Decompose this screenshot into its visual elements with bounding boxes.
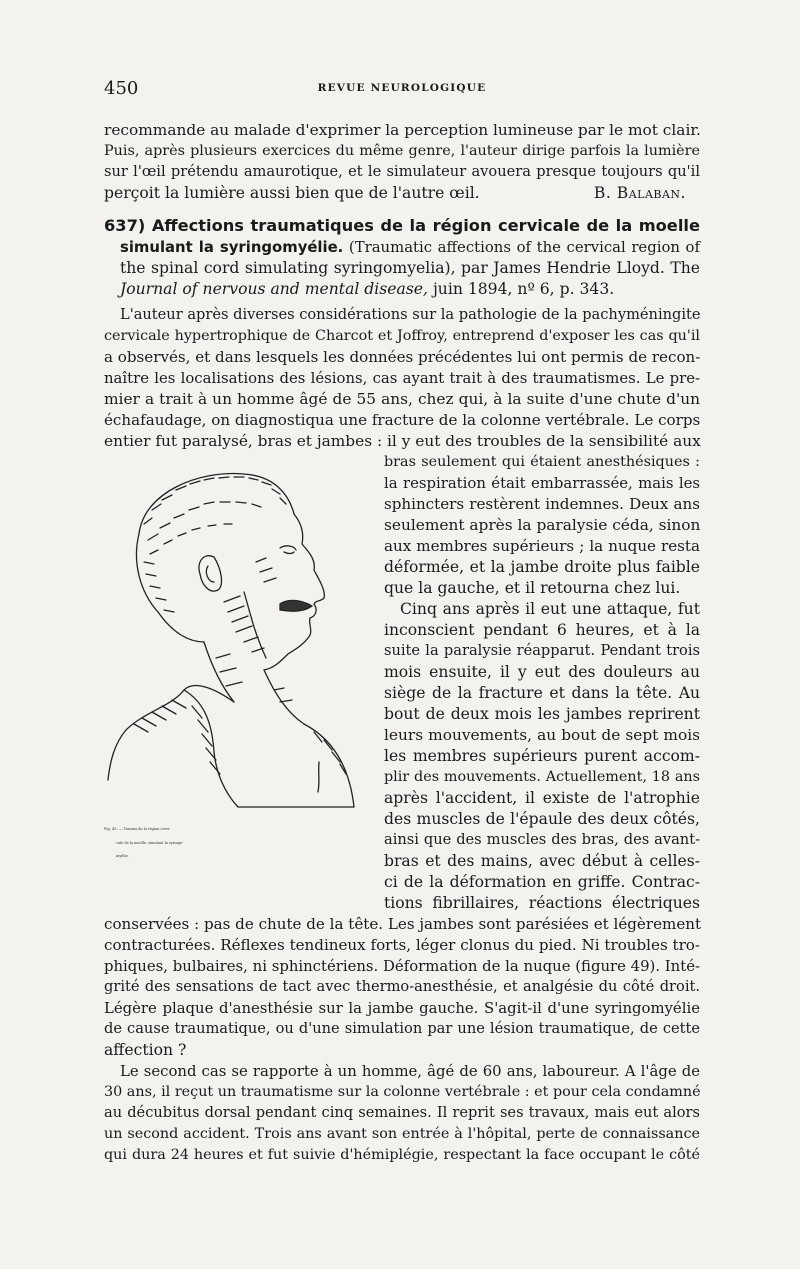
text-line-content: naître les localisations des lésions, cas ayant trait à des traumatismes. Le pre- [104, 369, 700, 387]
text-line-content: siège de la fracture et dans la tête. Au [384, 684, 700, 702]
text-line-content: de cause traumatique, ou d'une simulation par une lésion traumatique, de cette [104, 1020, 700, 1037]
text-line [384, 662, 700, 682]
figure-caption [104, 823, 369, 864]
citation-text: the spinal cord simulating syringomyelia), par James Hendrie Lloyd. The [120, 259, 700, 277]
text-line-content: Le second cas se rapporte à un homme, âgé de 60 ans, laboureur. A l'âge de [120, 1062, 700, 1080]
text-line [104, 431, 700, 451]
text-line [384, 725, 700, 745]
text-line [104, 1082, 700, 1102]
text-line [384, 473, 700, 493]
text-line-content: phiques, bulbaires, ni sphinctériens. Déformation de la nuque (figure 49). Inté- [104, 957, 700, 975]
text-line [104, 1124, 700, 1144]
text-line [384, 788, 700, 808]
text-line [384, 809, 700, 829]
text-line-content: contracturées. Réflexes tendineux forts, léger clonus du pied. Ni troubles tro- [104, 936, 700, 954]
text-line [104, 956, 700, 976]
text-line-content: mier a trait à un homme âgé de 55 ans, chez qui, à la suite d'une chute d'un [104, 390, 700, 408]
text-line-content: seulement après la paralysie céda, sinon [384, 516, 701, 534]
reviewer-signature: B. Balaban. [593, 184, 686, 202]
text-line-content: bout de deux mois les jambes reprirent [384, 705, 700, 723]
text-line [104, 1145, 700, 1165]
text-line-content: grité des sensations de tact avec thermo-anesthésie, et analgésie du côté droit. [104, 978, 700, 995]
text-line [104, 162, 700, 182]
text-line-content: 30 ans, il reçut un traumatisme sur la colonne vertébrale : et pour cela condamné [104, 1084, 701, 1100]
text-line-content: après l'accident, il existe de l'atrophie [384, 789, 700, 807]
text-line-content: leurs mouvements, au bout de sept mois [384, 726, 700, 744]
text-line-content: sur l'œil prétendu amaurotique, et le simulateur avouera presque toujours qu'il [104, 163, 700, 180]
article-translation: (Traumatic affections of the cervical region of [348, 238, 700, 256]
text-line-content: les membres supérieurs purent accom- [384, 747, 700, 765]
text-line-content: qui dura 24 heures et fut suivie d'hémiplégie, respectant la face occupant le côté [104, 1147, 700, 1163]
text-line-content: ainsi que des muscles des bras, des avant- [384, 831, 700, 848]
text-line [384, 452, 700, 472]
text-line-content: échafaudage, on diagnostiqua une fracture de la colonne vertébrale. Le corps [104, 411, 701, 429]
text-line [120, 305, 700, 325]
text-line [384, 578, 700, 598]
page-number: 450 [104, 78, 139, 99]
text-line-content: Légère plaque d'anesthésie sur la jambe gauche. S'agit-il d'une syringomyélie [104, 999, 700, 1017]
text-line-content: sphincters restèrent indemnes. Deux ans [384, 495, 700, 513]
page-header [104, 78, 700, 102]
text-line [384, 683, 700, 703]
text-line-content: a observés, et dans lesquels les données précédentes lui ont permis de recon- [104, 348, 701, 366]
text-line [104, 120, 700, 140]
text-line [104, 1019, 700, 1039]
text-line [384, 746, 700, 766]
citation-line [120, 279, 700, 299]
text-line-content: affection ? [104, 1041, 187, 1059]
citation-line [120, 258, 700, 278]
text-line [384, 494, 700, 514]
text-line-content: entier fut paralysé, bras et jambes : il y eut des troubles de la sensibilité aux [104, 432, 701, 450]
article-title-cont: simulant la syringomyélie. [120, 238, 344, 256]
article-title-line [104, 216, 700, 236]
text-line [384, 851, 700, 871]
text-line [384, 515, 700, 535]
text-line-content: Puis, après plusieurs exercices du même genre, l'auteur dirige parfois la lumière [104, 143, 700, 159]
text-line [384, 704, 700, 724]
text-line [104, 977, 700, 997]
text-line [384, 620, 700, 640]
text-line [120, 1061, 700, 1081]
text-line-content: inconscient pendant 6 heures, et à la [384, 621, 700, 639]
caption-line: cale de la moelle, simulant la syringo- [116, 840, 184, 845]
figure-49-illustration [104, 462, 374, 817]
text-line-content: L'auteur après diverses considérations sur la pathologie de la pachyméningite [120, 306, 701, 323]
text-line [104, 183, 700, 203]
text-line-content: suite la paralysie réapparut. Pendant trois [384, 642, 700, 659]
text-line-content: un second accident. Trois ans avant son entrée à l'hôpital, perte de connaissance [104, 1126, 700, 1142]
text-line [104, 914, 700, 934]
text-line [400, 599, 700, 619]
text-line-content: bras et des mains, avec début à celles- [384, 852, 700, 870]
text-line-content: bras seulement qui étaient anesthésiques : [384, 454, 700, 470]
text-line-content: au décubitus dorsal pendant cinq semaines. Il reprit ses travaux, mais eut alors [104, 1104, 700, 1121]
text-line-content: Cinq ans après il eut une attaque, fut [400, 600, 700, 618]
text-line-content: perçoit la lumière aussi bien que de l'autre œil. [104, 184, 480, 202]
text-line [384, 872, 700, 892]
running-title: REVUE NEUROLOGIQUE [317, 82, 487, 94]
text-line-content: recommande au malade d'exprimer la perception lumineuse par le mot clair. [104, 121, 701, 139]
text-line [104, 141, 700, 161]
text-line [104, 347, 700, 367]
text-line [384, 641, 700, 661]
text-line-content: plir des mouvements. Actuellement, 18 ans [384, 769, 700, 785]
text-line-content: déformée, et la jambe droite plus faible [384, 558, 700, 576]
text-line [384, 893, 700, 913]
text-line-content: tions fibrillaires, réactions électriques [384, 894, 700, 912]
text-line [104, 410, 700, 430]
text-line [384, 536, 700, 556]
text-line [104, 368, 700, 388]
journal-name: Journal of nervous and mental disease, [120, 280, 428, 298]
text-line-content: conservées : pas de chute de la tête. Les jambes sont parésiées et légèrement [104, 915, 702, 933]
text-line [104, 1040, 700, 1060]
text-line [104, 998, 700, 1018]
text-line-content: ci de la déformation en griffe. Contrac- [384, 873, 700, 891]
text-line-content: des muscles de l'épaule des deux côtés, [384, 810, 700, 828]
caption-line: Fig. 49. — Trauma de la région cervi- [104, 827, 171, 831]
text-line-content: la respiration était embarrassée, mais les [384, 474, 700, 492]
text-line [104, 326, 700, 346]
citation-details: juin 1894, nº 6, p. 343. [432, 280, 615, 298]
text-line [104, 389, 700, 409]
text-line [384, 830, 700, 850]
text-line [384, 767, 700, 787]
text-line-content: que la gauche, et il retourna chez lui. [384, 579, 681, 597]
text-line [104, 1103, 700, 1123]
article-title-line [120, 237, 700, 257]
text-line-content: aux membres supérieurs ; la nuque resta [384, 537, 700, 555]
text-line [384, 557, 700, 577]
text-line-content: cervicale hypertrophique de Charcot et Joffroy, entreprend d'exposer les cas qu'il [104, 328, 700, 344]
article-title: 637) Affections traumatiques de la région cervicale de la moelle [104, 216, 700, 235]
text-line [104, 935, 700, 955]
text-line-content: mois ensuite, il y eut des douleurs au [384, 663, 700, 681]
caption-line: myélie. [116, 854, 129, 858]
